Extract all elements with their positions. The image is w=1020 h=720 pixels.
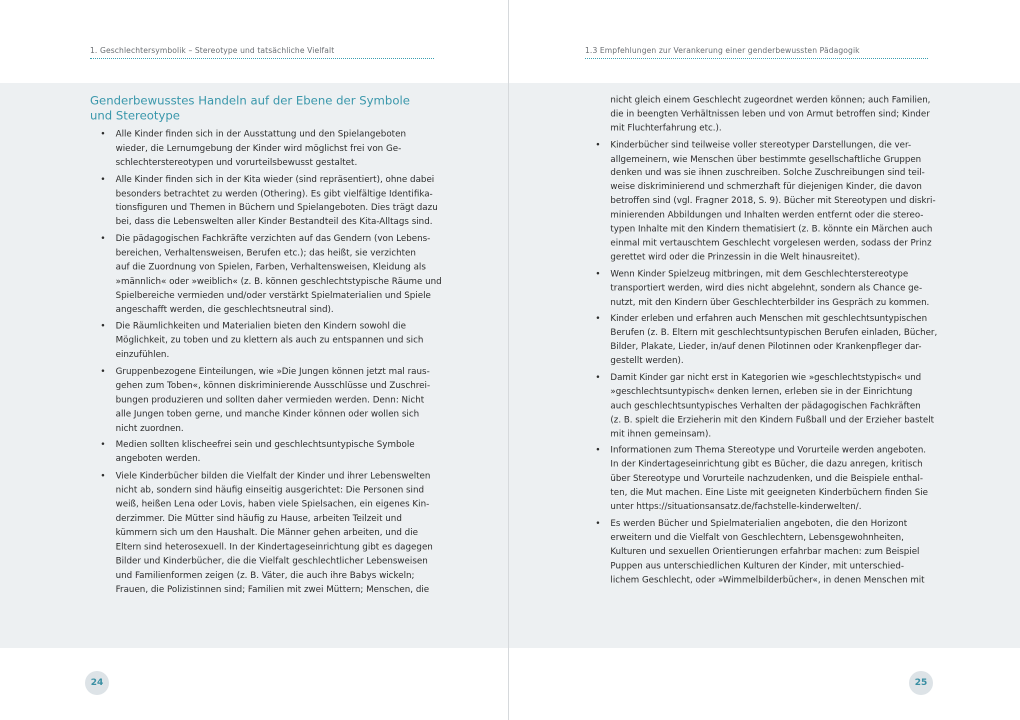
bullet-list [585, 139, 938, 588]
text-line: die in beengten Verhältnissen leben und von Armut betroffen sind; Kinder [610, 109, 930, 120]
text-line: ten, die Mut machen. Eine Liste mit geeigneten Kinderbüchern finden Sie [610, 487, 928, 498]
bullet-icon: • [100, 233, 106, 244]
text-line: einzufühlen. [115, 349, 170, 361]
bullet-item [585, 313, 938, 369]
text-line: auch geschlechtsuntypisches Verhalten der pädagogischen Fachkräften [610, 400, 921, 411]
text-line: nicht ab, sondern sind häufig einseitig ausgerichtet: Die Personen sind [115, 484, 425, 496]
text-line: mit ihnen gemeinsam). [610, 428, 712, 440]
bullet-icon: • [595, 313, 601, 324]
text-line: Alle Kinder finden sich in der Ausstattung und den Spielangeboten [115, 129, 406, 140]
text-line: Gruppenbezogene Einteilungen, wie »Die Jungen können jetzt mal raus- [115, 366, 430, 377]
text-line: Es werden Bücher und Spielmaterialien angeboten, die den Horizont [610, 518, 908, 529]
heading-line: und Stereotype [90, 108, 180, 122]
text-line: (z. B. spielt die Erzieherin mit den Kindern Fußball und der Erzieher bastelt [610, 414, 934, 426]
text-line: In der Kindertageseinrichtung gibt es Bücher, die dazu anregen, kritisch [610, 459, 923, 470]
bullet-icon: • [100, 174, 106, 185]
text-line: auf die Zuordnung von Spielen, Farben, Verhaltensweisen, Kleidung als [115, 261, 426, 273]
text-line: Spielbereiche vermieden und/oder verstärkt Spielmaterialien und Spiele [115, 290, 431, 301]
text-line: Berufen (z. B. Eltern mit geschlechtsuntypischen Berufen einladen, Bücher, [610, 327, 938, 339]
text-line: Alle Kinder finden sich in der Kita wieder (sind repräsentiert), ohne dabei [115, 174, 435, 185]
bullet-item [90, 173, 438, 230]
bullet-item [90, 320, 422, 363]
text-line: weiß, heißen Lena oder Lovis, haben viele Spielsachen, ein eigenes Kin- [115, 499, 430, 510]
right-text-column [585, 94, 938, 590]
text-line: Kinderbücher sind teilweise voller stereotyper Darstellungen, die ver- [610, 139, 912, 151]
bullet-icon: • [100, 321, 106, 332]
text-line: angeboten werden. [115, 453, 201, 465]
text-line: einmal mit vertauschtem Geschlecht vorgelesen werden, sodass der Prinz [610, 238, 932, 249]
text-line: nicht zuordnen. [115, 423, 184, 434]
bullet-item [90, 128, 422, 171]
continued-paragraph [585, 94, 931, 136]
bullet-icon: • [595, 445, 601, 456]
bullet-item [585, 268, 930, 310]
text-line: bei, dass die Lebenswelten aller Kinder Bestandteil des Kita-Alltags sind. [115, 216, 433, 228]
page-number: 24 [85, 671, 109, 695]
running-head-rule [585, 58, 928, 59]
bullet-list [90, 128, 442, 597]
running-head-rule [90, 58, 434, 59]
text-line: angeschafft werden, die geschlechtsneutral sind). [115, 304, 334, 315]
bullet-item [90, 470, 433, 598]
text-line: gehen zum Toben«, können diskriminierende Ausschlüsse und Zuschrei- [115, 380, 431, 391]
text-line: lichem Geschlecht, oder »Wimmelbilderbücher«, in denen Menschen mit [610, 574, 925, 585]
text-line: »männlich« oder »weiblich« (z. B. können geschlechtstypische Räume und [115, 276, 442, 287]
bullet-icon: • [595, 268, 601, 280]
bullet-icon: • [100, 366, 106, 377]
bullet-item [90, 233, 442, 318]
text-line: Damit Kinder gar nicht erst in Kategorien wie »geschlechtstypisch« und [610, 372, 922, 383]
text-line: »geschlechtsuntypisch« denken lernen, erleben sie in der Einrichtung [610, 386, 913, 397]
text-line: unter https://situationsansatz.de/fachstelle-kinderwelten/. [610, 501, 862, 512]
bullet-icon: • [100, 470, 106, 482]
bullet-icon: • [100, 129, 106, 140]
text-line: nutzt, mit den Kindern über Geschlechterbilder ins Gespräch zu kommen. [610, 297, 930, 308]
text-line: Bilder, Plakate, Lieder, in/auf denen Pilotinnen oder Krankenpfleger dar- [610, 341, 922, 353]
text-line: allgemeinern, wie Menschen über bestimmte gesellschaftliche Gruppen [610, 153, 922, 165]
page-number: 25 [909, 671, 933, 695]
text-line: Informationen zum Thema Stereotype und Vorurteile werden angeboten. [610, 445, 927, 456]
bullet-item [585, 372, 934, 442]
text-line: Wenn Kinder Spielzeug mitbringen, mit dem Geschlechterstereotype [610, 268, 909, 280]
left-page [0, 0, 508, 720]
text-line: Die Räumlichkeiten und Materialien bieten den Kindern sowohl die [115, 321, 406, 332]
text-line: typen Inhalte mit den Kindern thematisiert (z. B. könnte ein Märchen auch [610, 224, 933, 235]
text-line: Kulturen und sexuellen Orientierungen erfahrbar machen: zum Beispiel [610, 546, 920, 557]
text-line: Medien sollten klischeefrei sein und geschlechtsuntypische Symbole [115, 439, 415, 451]
bullet-icon: • [595, 372, 601, 383]
text-line: nicht gleich einem Geschlecht zugeordnet werden können; auch Familien, [610, 94, 931, 106]
section-heading [90, 94, 422, 123]
text-line: mit Fluchterfahrung etc.). [610, 123, 722, 134]
text-line: derzimmer. Die Mütter sind häufig zu Hause, arbeiten Teilzeit und [115, 513, 402, 524]
bullet-item [585, 517, 925, 587]
left-text-column [90, 94, 442, 600]
bullet-icon: • [595, 518, 601, 529]
text-line: Eltern sind heterosexuell. In der Kindertageseinrichtung gibt es dagegen [115, 541, 433, 553]
bullet-item [90, 439, 422, 467]
text-line: minierenden Abbildungen und Inhalten werden entfernt oder die stereo- [610, 210, 924, 221]
running-head: 1. Geschlechtersymbolik – Stereotype und tatsächliche Vielfalt [90, 46, 335, 55]
text-line: besonders betrachtet zu werden (Othering). Es gibt vielfältige Identifika- [115, 188, 433, 199]
text-line: bungen produzieren und sollten daher vermieden werden. Denn: Nicht [115, 394, 425, 406]
text-line: tionsfiguren und Themen in Büchern und Spielangeboten. Dies trägt dazu [115, 202, 438, 214]
heading-line: Genderbewusstes Handeln auf der Ebene der Symbole [90, 94, 410, 108]
running-head: 1.3 Empfehlungen zur Verankerung einer genderbewussten Pädagogik [585, 46, 860, 55]
text-line: Bilder und Kinderbücher, die die Vielfalt geschlechtlicher Lebensweisen [115, 555, 428, 567]
text-line: weise diskriminierend und schmerzhaft für diejenigen Kinder, die davon [610, 181, 922, 193]
text-line: erweitern und die Vielfalt von Geschlechtern, Lebensgewohnheiten, [610, 532, 904, 543]
text-line: schlechterstereotypen und vorurteilsbewusst gestaltet. [115, 157, 358, 168]
text-line: Kinder erleben und erfahren auch Menschen mit geschlechtsuntypischen [610, 313, 928, 324]
text-line: gerettet wird oder die Prinzessin in die Welt hinausreitet). [610, 252, 861, 263]
text-line: gestellt werden). [610, 355, 684, 367]
text-line: und Familienformen zeigen (z. B. Väter, die auch ihre Babys wickeln; [115, 570, 415, 581]
text-line: Puppen aus unterschiedlichen Kulturen der Kinder, mit unterschied- [610, 560, 904, 571]
text-line: wieder, die Lernumgebung der Kinder wird möglichst frei von Ge- [115, 143, 402, 154]
bullet-item [90, 365, 431, 436]
text-line: denken und was sie ihnen zuschreiben. Solche Zuschreibungen sind teil- [610, 167, 925, 179]
text-line: alle Jungen toben gerne, und manche Kinder können oder wollen sich [115, 408, 420, 420]
text-line: über Stereotype und Vorurteile nachzudenken, und die Beispiele enthal- [610, 473, 923, 484]
text-line: transportiert werden, wird dies nicht abgelehnt, sondern als Chance ge- [610, 282, 923, 294]
bullet-icon: • [100, 439, 106, 451]
text-line: kümmern sich um den Haushalt. Die Männer gehen arbeiten, und die [115, 527, 418, 538]
bullet-icon: • [595, 139, 601, 151]
bullet-item [585, 444, 928, 514]
text-line: bereichen, Verhaltensweisen, Berufen etc.); das heißt, sie verzichten [115, 247, 416, 259]
text-line: Viele Kinderbücher bilden die Vielfalt der Kinder und ihrer Lebenswelten [115, 470, 431, 482]
text-line: Frauen, die Polizistinnen sind; Familien mit zwei Müttern; Menschen, die [115, 584, 430, 595]
right-page [509, 0, 1020, 720]
text-line: Die pädagogischen Fachkräfte verzichten auf das Gendern (von Lebens- [115, 233, 431, 244]
bullet-item [585, 139, 936, 266]
text-line: betroffen sind (vgl. Fragner 2018, S. 9). Bücher mit Stereotypen und diskri- [610, 195, 936, 207]
text-line: Möglichkeit, zu toben und zu klettern als auch zu entspannen und sich [115, 335, 424, 346]
